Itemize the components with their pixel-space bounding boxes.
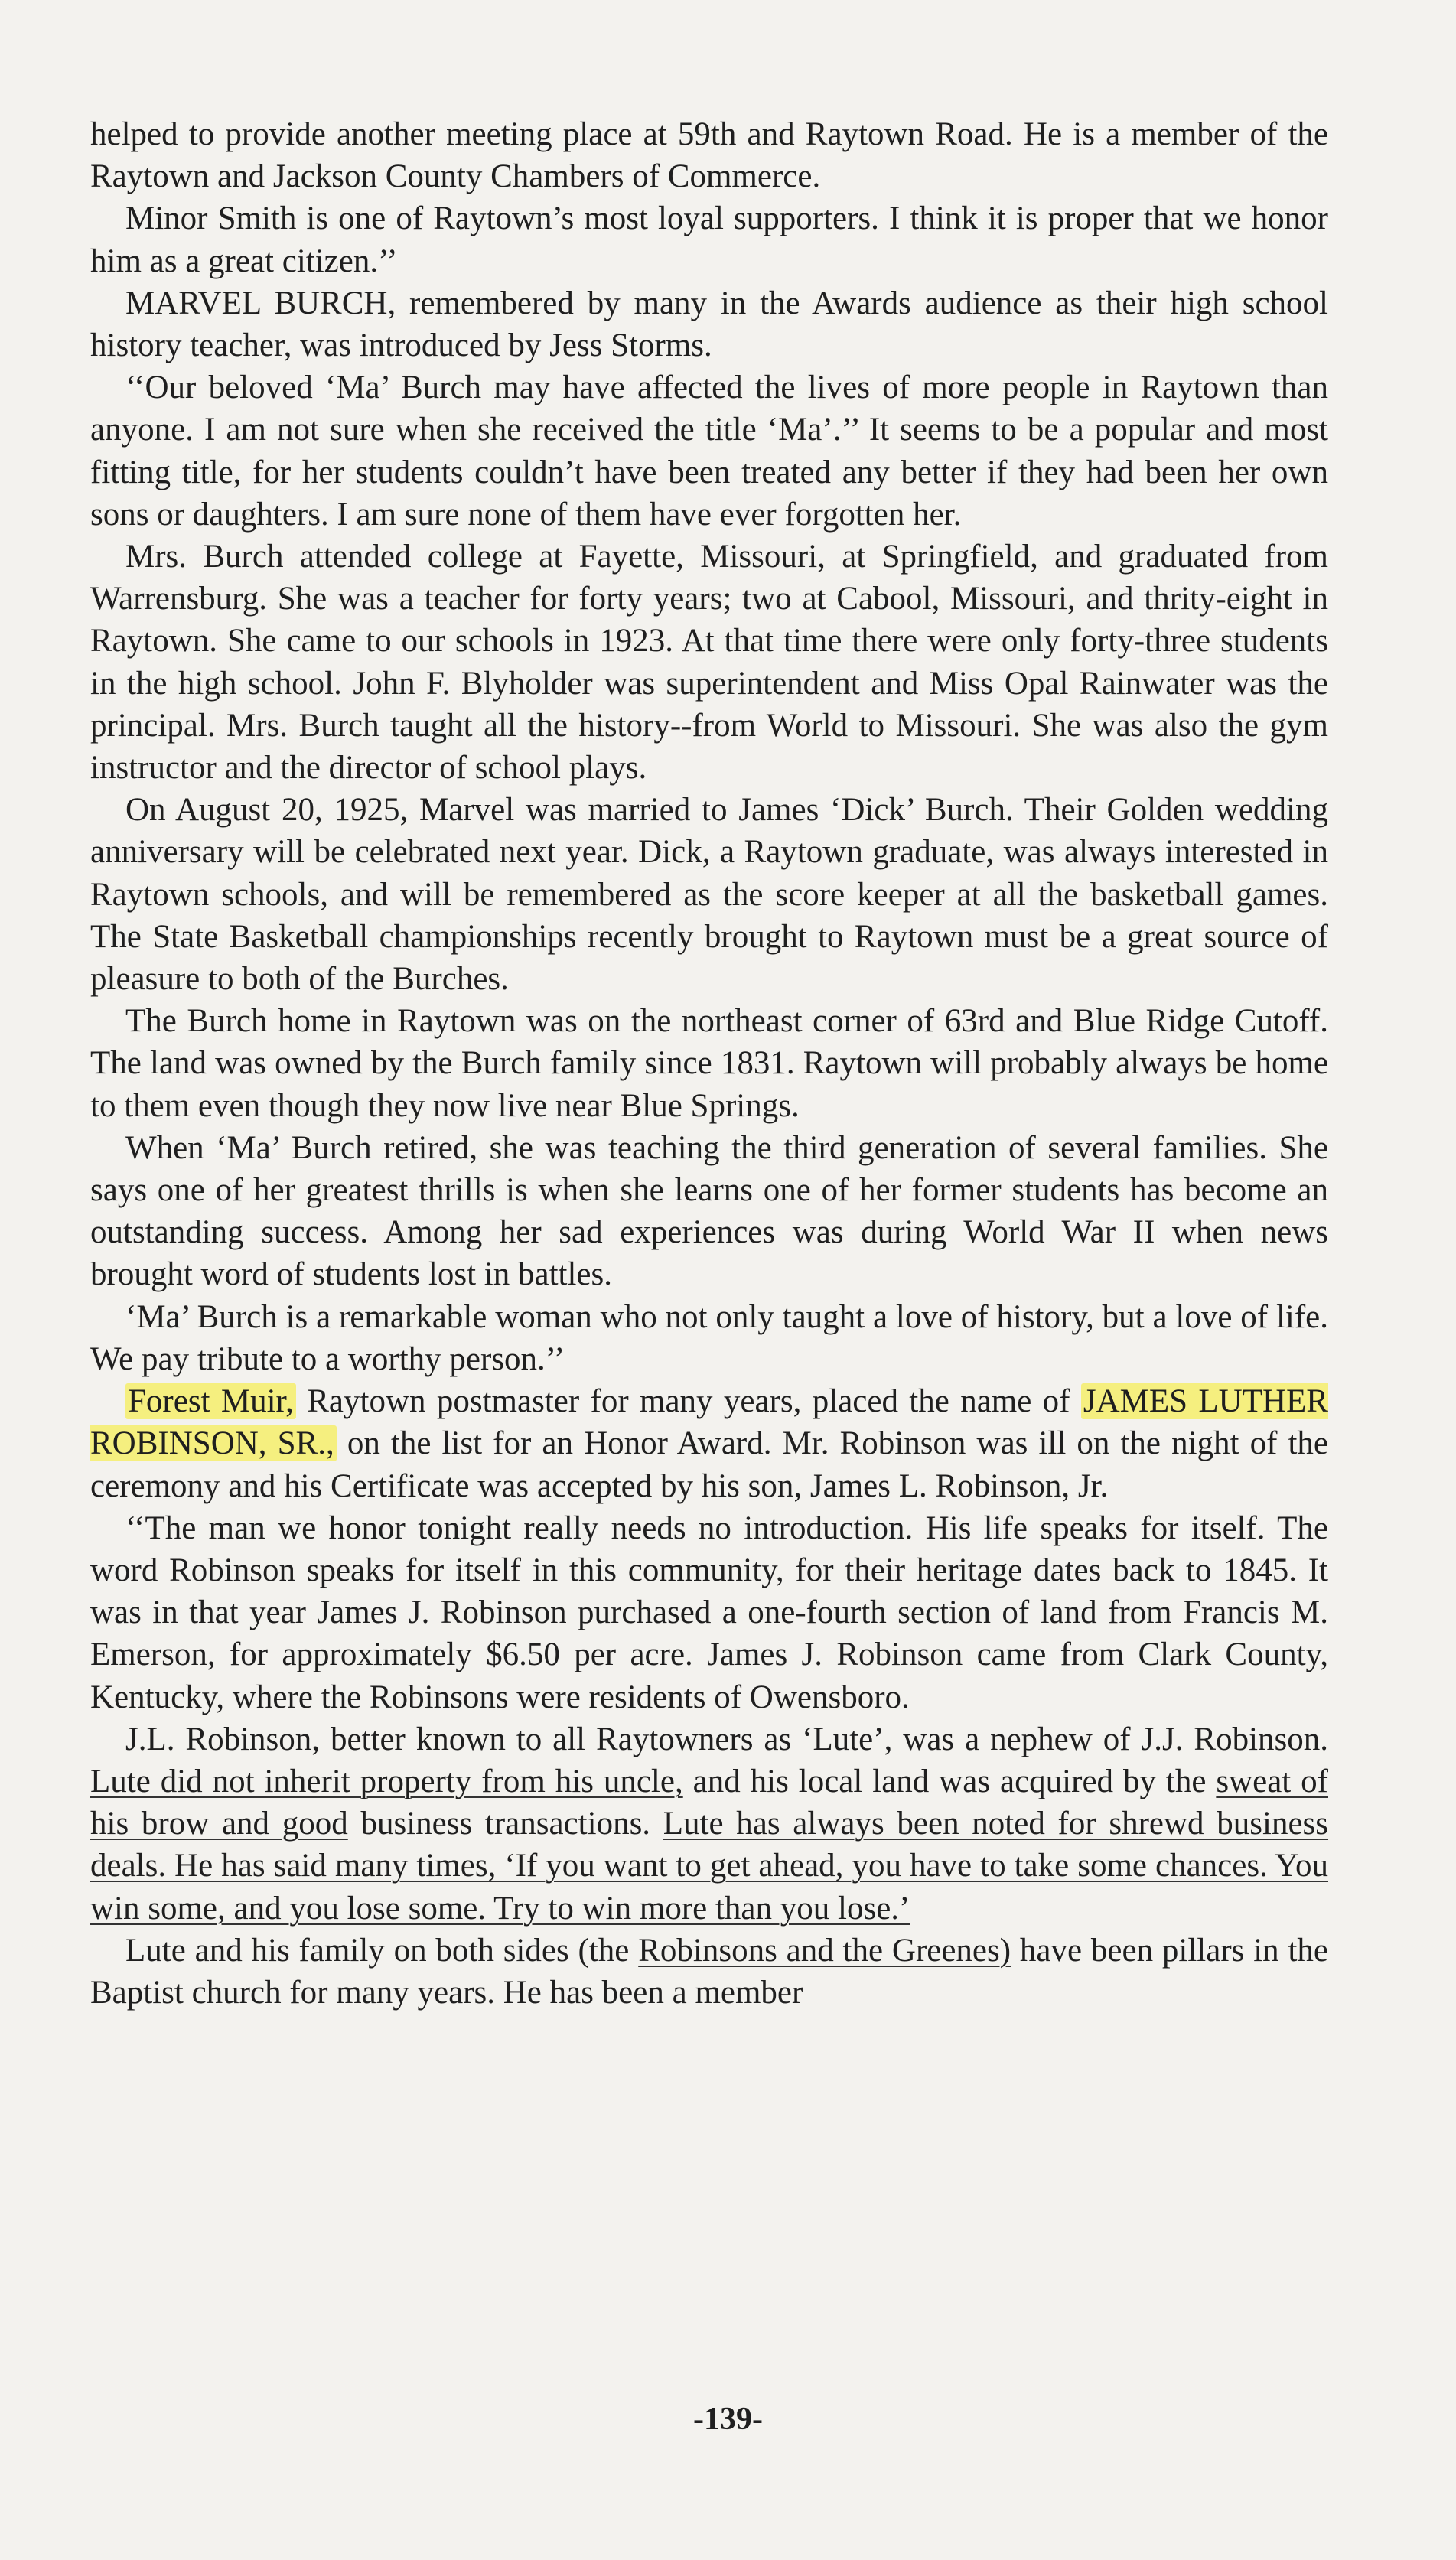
text-run: Raytown postmaster for many years, placed the name of (295, 1383, 1081, 1420)
text-run: ‘‘The man we honor tonight really needs no introduction. His life speaks for itself. The word Robinson speaks for itself in this community, for their heritage dates back to 1845. It was in that year James J. Robinson purchased a one-fourth section of land from Francis M. Emerson, for approximately $6.50 per acre. James J. Robinson came from Clark County, Kentucky, where the Robinsons were residents of Owensboro. (90, 1510, 1328, 1715)
paragraph (90, 1127, 1328, 1296)
body-text (90, 113, 1328, 2014)
highlighted-text: JAMES LUTHER ROBINSON, SR., (90, 1383, 1328, 1462)
highlighted-text: Forest Muir, (125, 1383, 296, 1419)
underlined-text: Lute did not inherit property from his uncle, (90, 1763, 683, 1799)
paragraph (90, 1380, 1328, 1507)
text-run: Minor Smith is one of Raytown’s most loyal supporters. I think it is proper that we honor him as a great citizen.’’ (90, 200, 1328, 279)
page-number: -139- (693, 2402, 763, 2437)
paragraph (90, 789, 1328, 1000)
paragraph (90, 1000, 1328, 1127)
paragraph (90, 536, 1328, 789)
text-run: business transactions. (347, 1806, 663, 1842)
paragraph (90, 1296, 1328, 1380)
underlined-text: Lute has always been noted for shrewd business deals. He has said many times, ‘If you want to get ahead, you have to take some chances. You win some, and you lose some. Try to win more than you lose.’ (90, 1806, 1329, 1927)
paragraph (90, 1718, 1328, 1930)
underlined-text: Robinsons and the Greenes) (638, 1932, 1011, 1969)
text-run: on the list for an Honor Award. Mr. Robinson was ill on the night of the ceremony and his Certificate was accepted by his son, James L. Robinson, Jr. (90, 1425, 1329, 1504)
text-run: ‘‘Our beloved ‘Ma’ Burch may have affected the lives of more people in Raytown than anyone. I am not sure when she received the title ‘Ma’.’’ It seems to be a popular and most fitting title, for her students couldn’t have been treated any better if they had been her own sons or daughters. I am sure none of them have ever forgotten her. (90, 370, 1328, 533)
text-run: Mrs. Burch attended college at Fayette, Missouri, at Springfield, and graduated from Warrensburg. She was a teacher for forty years; two at Cabool, Missouri, and thrity-eight in Raytown. She came to our schools in 1923. At that time there were only forty-three students in the high school. John F. Blyholder was superintendent and Miss Opal Rainwater was the principal. Mrs. Burch taught all the history--from World to Missouri. She was also the gym instructor and the director of school plays. (90, 539, 1328, 787)
paragraph (90, 197, 1328, 282)
text-run: The Burch home in Raytown was on the northeast corner of 63rd and Blue Ridge Cutoff. The land was owned by the Burch family since 1831. Raytown will probably always be home to them even though they now live near Blue Springs. (90, 1003, 1328, 1124)
paragraph (90, 366, 1328, 536)
text-run: MARVEL BURCH, remembered by many in the Awards audience as their high school history teacher, was introduced by Jess Storms. (90, 285, 1328, 364)
underlined-text: sweat of his brow and good (90, 1763, 1328, 1842)
paragraph (90, 1507, 1328, 1718)
paragraph (90, 113, 1328, 197)
paragraph (90, 282, 1328, 366)
text-run: helped to provide another meeting place at 59th and Raytown Road. He is a member of the Raytown and Jackson County Chambers of Commerce. (90, 116, 1328, 195)
text-run: When ‘Ma’ Burch retired, she was teaching the third generation of several families. She says one of her greatest thrills is when she learns one of her former students has become an outstanding success. Among her sad experiences was during World War II when news brought word of students lost in battles. (90, 1129, 1328, 1293)
text-run: ‘Ma’ Burch is a remarkable woman who not only taught a love of history, but a love of life. We pay tribute to a worthy person.’’ (90, 1298, 1328, 1377)
text-run: Lute and his family on both sides (the (125, 1932, 639, 1969)
text-run: J.L. Robinson, better known to all Raytowners as ‘Lute’, was a nephew of J.J. Robinson. (125, 1721, 1328, 1757)
paragraph (90, 1930, 1328, 2014)
text-run: and his local land was acquired by the (682, 1763, 1217, 1799)
text-run: On August 20, 1925, Marvel was married to James ‘Dick’ Burch. Their Golden wedding anniversary will be celebrated next year. Dick, a Raytown graduate, was always interested in Raytown schools, and will be remembered as the score keeper at all the basketball games. The State Basketball championships recently brought to Raytown must be a great source of pleasure to both of the Burches. (90, 792, 1328, 998)
text-run: have been pillars in the Baptist church for many years. He has been a member (90, 1932, 1328, 2011)
